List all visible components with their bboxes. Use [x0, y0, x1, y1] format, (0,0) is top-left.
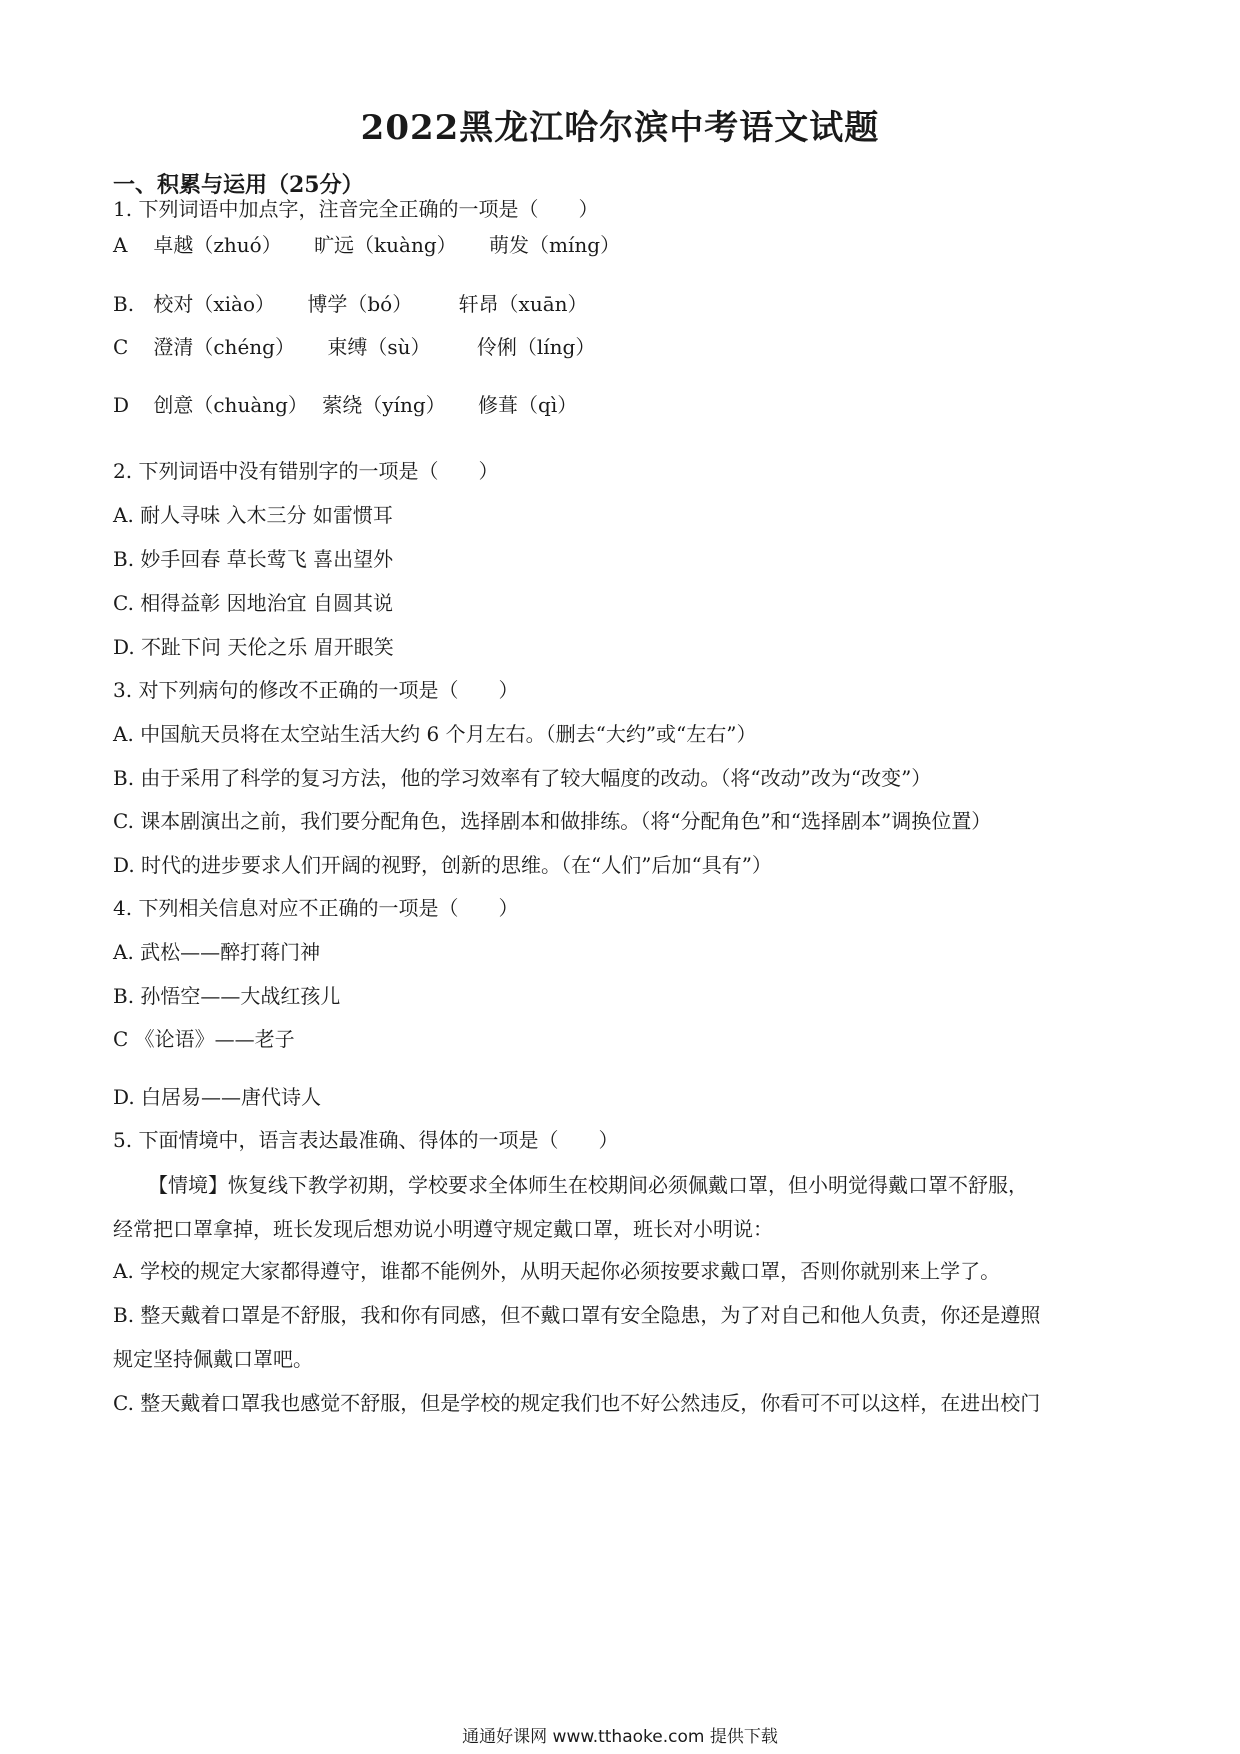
option-item: 伶俐（líng）: [476, 335, 596, 359]
q2-option-a: A. 耐人寻味 入木三分 如雷惯耳: [113, 503, 393, 527]
option-item: 轩昂（xuān）: [458, 292, 588, 316]
option-item: 萦绕（yíng）: [322, 393, 446, 417]
q2-option-b: B. 妙手回春 草长莺飞 喜出望外: [113, 547, 394, 571]
q4-option-a: A. 武松——醉打蒋门神: [113, 940, 321, 964]
option-label: D: [113, 393, 130, 417]
q5-scenario-line2: 经常把口罩拿掉，班长发现后想劝说小明遵守规定戴口罩，班长对小明说：: [113, 1217, 773, 1241]
q2-option-d: D. 不趾下问 天伦之乐 眉开眼笑: [113, 635, 394, 659]
q1-option-a: [113, 232, 620, 258]
option-item: 旷远（kuàng）: [314, 233, 457, 257]
option-label: B.: [113, 292, 135, 316]
q1-stem: 1. 下列词语中加点字，注音完全正确的一项是（ ）: [113, 197, 599, 221]
option-item: 校对（xiào）: [153, 292, 275, 316]
q3-option-c: C. 课本剧演出之前，我们要分配角色，选择剧本和做排练。（将“分配角色”和“选择剧本”调换位置）: [113, 809, 992, 833]
q2-stem: 2. 下列词语中没有错别字的一项是（ ）: [113, 459, 499, 483]
option-label: C: [113, 335, 129, 359]
q3-stem: 3. 对下列病句的修改不正确的一项是（ ）: [113, 678, 519, 702]
option-item: 萌发（míng）: [489, 233, 621, 257]
option-item: 修葺（qì）: [478, 393, 578, 417]
page-title: 2022黑龙江哈尔滨中考语文试题: [360, 108, 880, 148]
q1-option-b: [113, 291, 588, 317]
option-item: 束缚（sù）: [327, 335, 431, 359]
q1-option-c: [113, 334, 595, 360]
q5-scenario-line1: 【情境】恢复线下教学初期，学校要求全体师生在校期间必须佩戴口罩，但小明觉得戴口罩不舒服，: [148, 1173, 1028, 1197]
q5-option-c-line1: C. 整天戴着口罩我也感觉不舒服，但是学校的规定我们也不好公然违反，你看可不可以这样，在进出校门: [113, 1391, 1041, 1415]
option-item: 创意（chuàng）: [153, 393, 308, 417]
option-item: 博学（bó）: [307, 292, 413, 316]
q4-option-b: B. 孙悟空——大战红孩儿: [113, 984, 341, 1008]
q5-stem: 5. 下面情境中，语言表达最准确、得体的一项是（ ）: [113, 1128, 619, 1152]
q3-option-d: D. 时代的进步要求人们开阔的视野，创新的思维。（在“人们”后加“具有”）: [113, 853, 772, 877]
section-heading: 一、积累与运用（25分）: [113, 172, 364, 198]
q5-option-a: A. 学校的规定大家都得遵守，谁都不能例外，从明天起你必须按要求戴口罩，否则你就别来上学了。: [113, 1259, 1001, 1283]
q2-option-c: C. 相得益彰 因地治宜 自圆其说: [113, 591, 394, 615]
q3-option-b: B. 由于采用了科学的复习方法，他的学习效率有了较大幅度的改动。（将“改动”改为“改变”）: [113, 766, 932, 790]
q4-option-c: C 《论语》——老子: [113, 1027, 295, 1051]
option-label: A: [113, 233, 128, 257]
q4-option-d: D. 白居易——唐代诗人: [113, 1085, 322, 1109]
q3-option-a: A. 中国航天员将在太空站生活大约 6 个月左右。（删去“大约”或“左右”）: [113, 722, 757, 746]
footer-source: 通通好课网 www.tthaoke.com 提供下载: [462, 1727, 778, 1747]
option-item: 澄清（chéng）: [153, 335, 295, 359]
q5-option-b-line1: B. 整天戴着口罩是不舒服，我和你有同感，但不戴口罩有安全隐患，为了对自己和他人负责，你还是遵照: [113, 1303, 1041, 1327]
q5-option-b-line2: 规定坚持佩戴口罩吧。: [113, 1347, 313, 1371]
q1-option-d: [113, 392, 577, 418]
option-item: 卓越（zhuó）: [153, 233, 282, 257]
q4-stem: 4. 下列相关信息对应不正确的一项是（ ）: [113, 896, 519, 920]
